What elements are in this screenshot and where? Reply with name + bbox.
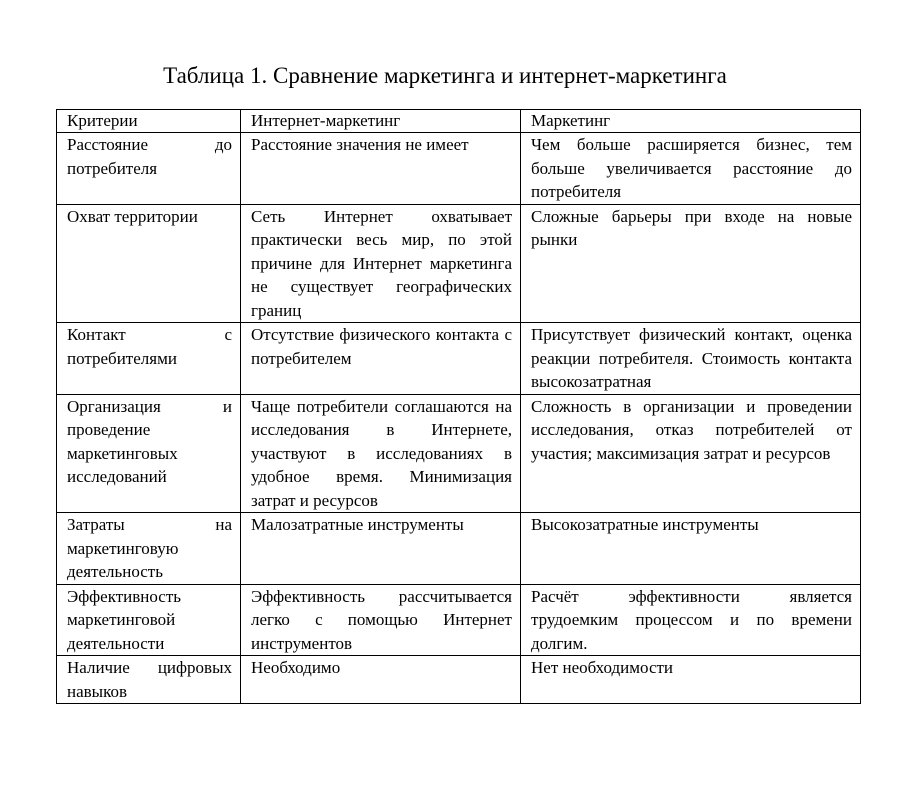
table-header-row: [57, 110, 861, 133]
internet-marketing-cell: Отсутствие физического контакта с потребителем: [241, 323, 521, 395]
table-row: [57, 204, 861, 323]
criterion-cell: Охват территории: [57, 204, 241, 323]
table-row: [57, 656, 861, 704]
criterion-cell: Расстояние до потребителя: [57, 133, 241, 205]
table-row: [57, 513, 861, 585]
internet-marketing-cell: Сеть Интернет охватывает практически весь мир, по этой причине для Интернет маркетинга не существует географических границ: [241, 204, 521, 323]
table-row: [57, 394, 861, 513]
internet-marketing-cell: Расстояние значения не имеет: [241, 133, 521, 205]
header-internet-marketing: Интернет-маркетинг: [241, 110, 521, 133]
criterion-cell: Эффективность маркетинговой деятельности: [57, 584, 241, 656]
table-row: [57, 584, 861, 656]
header-marketing: Маркетинг: [521, 110, 861, 133]
criterion-cell: Затраты на маркетинговую деятельность: [57, 513, 241, 585]
internet-marketing-cell: Эффективность рассчитывается легко с помощью Интернет инструментов: [241, 584, 521, 656]
table-row: [57, 133, 861, 205]
criterion-cell: Наличие цифровых навыков: [57, 656, 241, 704]
marketing-cell: Нет необходимости: [521, 656, 861, 704]
criterion-cell: Контакт с потребителями: [57, 323, 241, 395]
marketing-cell: Присутствует физический контакт, оценка реакции потребителя. Стоимость контакта высокозатратная: [521, 323, 861, 395]
criterion-cell: Организация и проведение маркетинговых исследований: [57, 394, 241, 513]
table-title: Таблица 1. Сравнение маркетинга и интернет-маркетинга: [163, 63, 727, 88]
internet-marketing-cell: Чаще потребители соглашаются на исследования в Интернете, участвуют в исследованиях в удобное время. Минимизация затрат и ресурсов: [241, 394, 521, 513]
marketing-cell: Сложные барьеры при входе на новые рынки: [521, 204, 861, 323]
marketing-cell: Расчёт эффективности является трудоемким процессом и по времени долгим.: [521, 584, 861, 656]
internet-marketing-cell: Необходимо: [241, 656, 521, 704]
table-row: [57, 323, 861, 395]
internet-marketing-cell: Малозатратные инструменты: [241, 513, 521, 585]
marketing-cell: Сложность в организации и проведении исследования, отказ потребителей от участия; максимизация затрат и ресурсов: [521, 394, 861, 513]
marketing-cell: Высокозатратные инструменты: [521, 513, 861, 585]
marketing-cell: Чем больше расширяется бизнес, тем больше увеличивается расстояние до потребителя: [521, 133, 861, 205]
header-criteria: Критерии: [57, 110, 241, 133]
comparison-table: [56, 109, 861, 704]
